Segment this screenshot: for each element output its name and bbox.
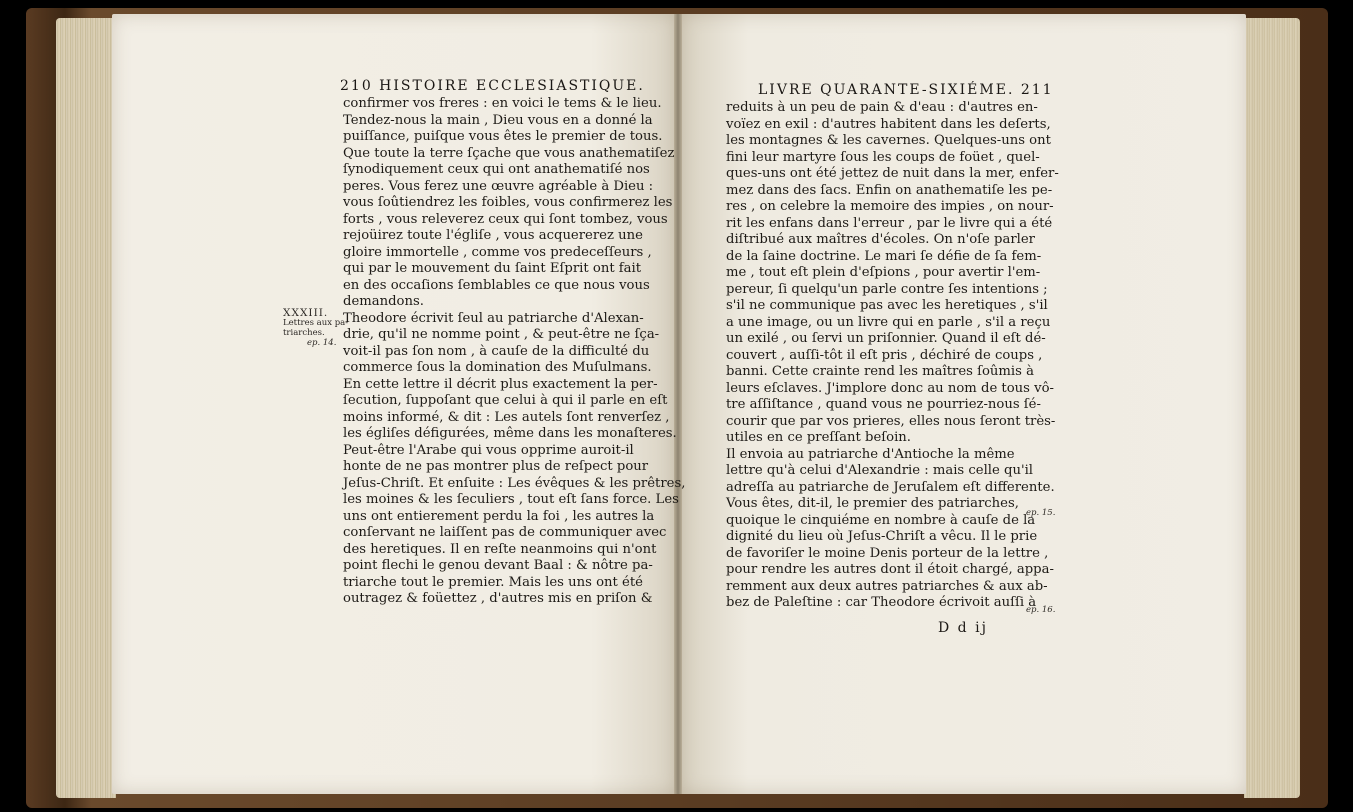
- left-text-line: outragez & foüettez , d'autres mis en priſon &: [343, 591, 653, 606]
- left-text-line: ſynodiquement ceux qui ont anathematiſé nos: [343, 162, 650, 177]
- right-text-line: lettre qu'à celui d'Alexandrie : mais celle qu'il: [726, 463, 1034, 478]
- right-text-line: s'il ne communique pas avec les heretiques , s'il: [726, 298, 1048, 313]
- left-text-line: vous ſoûtiendrez les foibles, vous confirmerez les: [343, 195, 673, 210]
- left-text-line: les égliſes défigurées, même dans les monaſteres.: [343, 426, 677, 441]
- right-text-line: banni. Cette crainte rend les maîtres ſoûmis à: [726, 364, 1034, 379]
- right-text-line: de favoriſer le moine Denis porteur de la lettre ,: [726, 545, 1049, 561]
- right-text-line: les montagnes & les cavernes. Quelques-uns ont: [726, 133, 1051, 148]
- right-text-line: dignité du lieu où Jeſus-Chriſt a vêcu. Il le prie: [726, 529, 1038, 544]
- left-text-line: triarche tout le premier. Mais les uns ont été: [343, 574, 643, 590]
- left-text-line: forts , vous releverez ceux qui ſont tombez, vous: [343, 211, 668, 227]
- margin-ref-ep16: ep. 16.: [1026, 605, 1056, 615]
- left-text-line: rejoüirez toute l'égliſe , vous acquererez une: [343, 228, 643, 243]
- right-text-line: mez dans des ſacs. Enfin on anathematiſe les pe-: [726, 182, 1053, 198]
- right-text-line: un exilé , ou ſervi un priſonnier. Quand il eſt dé-: [726, 331, 1046, 346]
- left-text-line: Tendez-nous la main , Dieu vous en a donné la: [343, 112, 653, 128]
- right-text-line: utiles en ce preſſant beſoin.: [726, 430, 911, 445]
- right-text-line: remment aux deux autres patriarches & aux ab-: [726, 578, 1048, 594]
- left-text-line: commerce ſous la domination des Muſulmans.: [343, 360, 652, 375]
- page-edges-left: [56, 18, 116, 798]
- left-text-line: gloire immortelle , comme vos predeceſſeurs ,: [343, 244, 652, 260]
- right-text-line: pour rendre les autres dont il étoit chargé, appa-: [726, 562, 1054, 577]
- left-text-line: les moines & les ſeculiers , tout eſt ſans force. Les: [343, 492, 679, 507]
- right-text-line: couvert , auſſi-tôt il eſt pris , déchiré de coups ,: [726, 347, 1043, 363]
- left-text-line: qui par le mouvement du ſaint Eſprit ont fait: [343, 261, 642, 276]
- signature-mark: D d ij: [938, 620, 988, 636]
- left-text-line: des heretiques. Il en reſte neanmoins qui n'ont: [343, 541, 657, 557]
- right-text-line: me , tout eſt plein d'eſpions , pour avertir l'em-: [726, 265, 1041, 280]
- left-text-line: en des occaſions ſemblables ce que nous vous: [343, 277, 650, 293]
- right-text-line: ques-uns ont été jettez de nuit dans la mer, enfer-: [726, 166, 1059, 181]
- left-text-line: ſecution, ſuppoſant que celui à qui il parle en eſt: [343, 393, 668, 408]
- left-text-line: moins informé, & dit : Les autels ſont renverſez ,: [343, 409, 670, 425]
- left-text-line: point flechi le genou devant Baal : & nôtre pa-: [343, 558, 653, 573]
- right-text-line: quoique le cinquiéme en nombre à cauſe de la: [726, 512, 1036, 528]
- left-text-line: confirmer vos freres : en voici le tems & le lieu.: [343, 96, 662, 111]
- left-page-header: 210 HISTOIRE ECCLESIASTIQUE.: [340, 78, 645, 94]
- left-text-line: Que toute la terre ſçache que vous anathematiſez: [343, 145, 675, 161]
- right-text-line: Vous êtes, dit-il, le premier des patriarches,: [726, 496, 1019, 511]
- page-edges-right: [1244, 18, 1300, 798]
- left-page-body: [343, 96, 685, 608]
- right-text-line: leurs eſclaves. J'implore donc au nom de tous vô-: [726, 380, 1054, 396]
- left-text-line: uns ont entierement perdu la foi , les autres la: [343, 508, 655, 524]
- left-text-line: puiſſance, puiſque vous êtes le premier de tous.: [343, 129, 663, 144]
- right-text-line: a une image, ou un livre qui en parle , s'il a reçu: [726, 314, 1051, 330]
- right-page-header: LIVRE QUARANTE-SIXIÉME. 211: [758, 82, 1054, 98]
- right-text-line: Il envoia au patriarche d'Antioche la même: [726, 446, 1015, 462]
- left-text-line: demandons.: [343, 294, 424, 309]
- right-text-line: pereur, ſi quelqu'un parle contre ſes intentions ;: [726, 281, 1048, 297]
- margin-ref-ep15: ep. 15.: [1026, 508, 1056, 518]
- sidenote-title-line2: triarches.: [283, 328, 325, 338]
- left-text-line: conſervant ne laiſſent pas de communiquer avec: [343, 525, 667, 540]
- right-text-line: fini leur martyre ſous les coups de foüet , quel-: [726, 149, 1040, 165]
- sidenote-number: XXXIII.: [283, 307, 329, 319]
- left-text-line: drie, qu'il ne nomme point , & peut-être ne ſça-: [343, 327, 660, 342]
- right-text-line: diſtribué aux maîtres d'écoles. On n'oſe parler: [726, 232, 1035, 247]
- left-text-line: voit-il pas ſon nom , à cauſe de la difficulté du: [343, 343, 650, 359]
- right-text-line: reduits à un peu de pain & d'eau : d'autres en-: [726, 100, 1038, 115]
- right-page-body: [726, 100, 1059, 612]
- right-text-line: de la ſaine doctrine. Le mari ſe défie de ſa fem-: [726, 248, 1042, 264]
- right-text-line: rit les enfans dans l'erreur , par le livre qui a été: [726, 215, 1053, 231]
- left-sidenote: [283, 308, 348, 348]
- right-text-line: bez de Paleſtine : car Theodore écrivoit auſſi à: [726, 595, 1037, 610]
- sidenote-ref: ep. 14.: [307, 338, 337, 348]
- right-text-line: tre aſſiſtance , quand vous ne pourriez-nous ſé-: [726, 397, 1041, 412]
- left-text-line: honte de ne pas montrer plus de reſpect pour: [343, 459, 649, 474]
- left-text-line: peres. Vous ferez une œuvre agréable à Dieu :: [343, 178, 654, 194]
- right-text-line: courir que par vos prieres, elles nous ſeront très-: [726, 413, 1056, 429]
- left-text-line: Jeſus-Chriſt. Et enſuite : Les évêques & les prêtres,: [343, 475, 686, 491]
- right-text-line: adreſſa au patriarche de Jeruſalem eſt differente.: [726, 479, 1055, 495]
- right-text-line: res , on celebre la memoire des impies , on nour-: [726, 199, 1054, 214]
- sidenote-title-line1: Lettres aux pa-: [283, 318, 349, 328]
- left-text-line: En cette lettre il décrit plus exactement la per-: [343, 376, 658, 392]
- left-text-line: Peut-être l'Arabe qui vous opprime auroit-il: [343, 442, 634, 458]
- left-text-line: Theodore écrivit ſeul au patriarche d'Alexan-: [343, 310, 644, 326]
- right-text-line: voïez en exil : d'autres habitent dans les deſerts,: [726, 116, 1051, 132]
